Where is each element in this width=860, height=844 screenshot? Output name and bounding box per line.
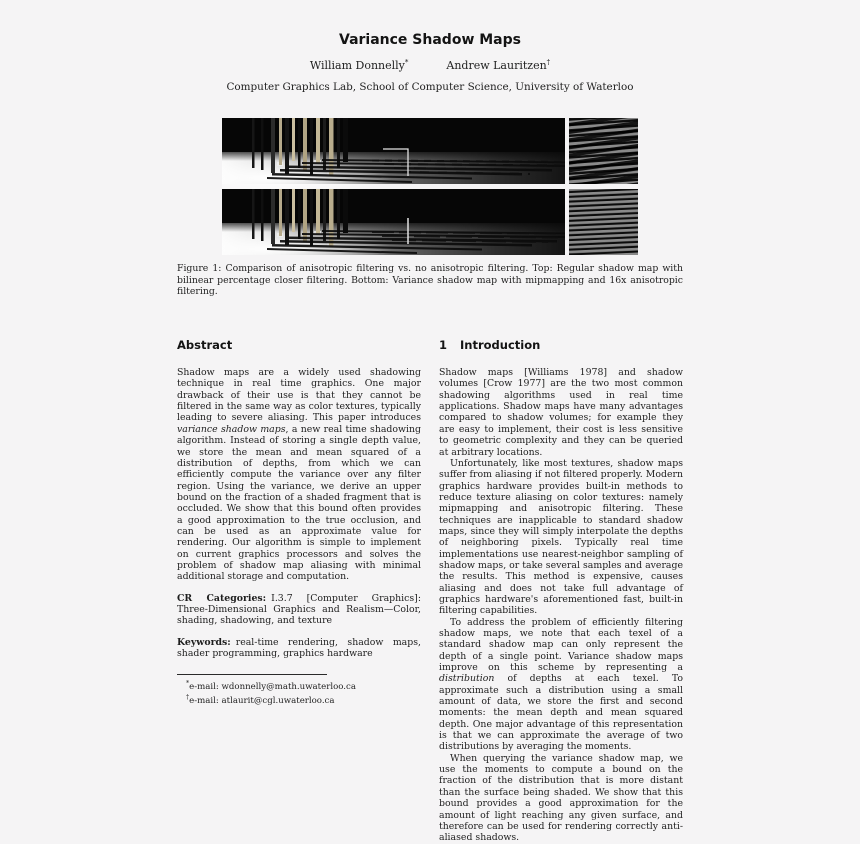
author-2: [446, 59, 550, 72]
footnote-2-mark: †: [186, 693, 190, 701]
figure-top-inset: [569, 118, 638, 184]
figure-top-panel: [222, 118, 638, 197]
footnote-2-text: e-mail: atlaurit@cgl.uwaterloo.ca: [189, 695, 335, 706]
introduction-title: Introduction: [460, 338, 541, 353]
footnotes: [177, 674, 421, 707]
figure-bottom-inset: [569, 189, 638, 255]
footnote-2: [177, 694, 421, 707]
shadow-comparison-image: [222, 118, 638, 255]
cr-categories-label: CR Categories:: [177, 592, 267, 604]
body-columns: [177, 338, 683, 843]
author-2-footnote-mark: †: [546, 58, 551, 67]
paper-title: Variance Shadow Maps: [339, 32, 521, 48]
author-1: [310, 59, 409, 72]
cr-categories: [177, 593, 421, 627]
footnote-1-text: e-mail: wdonnelly@math.uwaterloo.ca: [189, 682, 356, 693]
introduction-heading: [439, 338, 683, 352]
keywords: [177, 637, 421, 660]
keywords-text: real-time rendering, shadow maps, shader programming, graphics hardware: [177, 636, 421, 660]
author-2-name: Andrew Lauritzen: [446, 59, 547, 72]
intro-paragraph-4: When querying the variance shadow map, we use the moments to compute a bound on the fraction of the distribution that is more distant than the surface being shaded. We show that this bound provides a good approximation for the amount of light reaching any given surface, and therefore can be used for rendering correctly anti-aliased shadows.: [439, 752, 683, 844]
intro-paragraph-2: Unfortunately, like most textures, shadow maps suffer from aliasing if not filtered properly. Modern graphics hardware provides built-in methods to reduce texture aliasing on color textures: namely mipmapping and anisotropic filtering. These techniques are inapplicable to standard shadow maps, since they will simply interpolate the depths of neighboring pixels. Typically real time implementations use nearest-neighbor sampling of shadow maps, or take several samples and average the results. This method is expensive, causes aliasing and does not take full advantage of graphics hardware's aforementioned fast, built-in filtering capabilities.: [439, 457, 683, 617]
author-1-name: William Donnelly: [309, 59, 405, 72]
figure-bottom-panel: [222, 189, 638, 255]
introduction-section: [439, 338, 683, 843]
intro-paragraph-3: To address the problem of efficiently filtering shadow maps, we note that each texel of a standard shadow map can only represent the depth of a single point. Variance shadow maps improve on this scheme by representing a distribution of depths at each texel. To approximate such a distribution using a small amount of data, we store the first and second moments: the mean depth and mean squared depth. One major advantage of this representation is that we can approximate the average of two distributions by averaging the moments.: [439, 616, 683, 753]
author-1-footnote-mark: *: [404, 58, 409, 67]
figure-caption: Figure 1: Comparison of anisotropic filtering vs. no anisotropic filtering. Top: Regular shadow map with bilinear percentage closer filtering. Bottom: Variance shadow map with mipmapping and 16x anisotropic filtering.: [177, 263, 683, 298]
footnote-1-mark: *: [186, 680, 190, 688]
keywords-label: Keywords:: [177, 636, 231, 648]
figure-1: [177, 118, 683, 298]
affiliation: Computer Graphics Lab, School of Computer Science, University of Waterloo: [226, 81, 634, 93]
introduction-number: 1: [439, 338, 448, 353]
author-line: [177, 59, 683, 72]
cr-categories-text: I.3.7 [Computer Graphics]: Three-Dimensional Graphics and Realism—Color, shading, shadowing, and texture: [177, 592, 421, 627]
abstract-paragraph: Shadow maps are a widely used shadowing technique in real time graphics. One major drawback of their use is that they cannot be filtered in the same way as color textures, typically leading to severe aliasing. This paper introduces variance shadow maps, a new real time shadowing algorithm. Instead of storing a single depth value, we store the mean and mean squared of a distribution of depths, from which we can efficiently compute the variance over any filter region. Using the variance, we derive an upper bound on the fraction of a shaded fragment that is occluded. We show that this bound often provides a good approximation to the true occlusion, and can be used as an approximate value for rendering. Our algorithm is simple to implement on current graphics processors and solves the problem of shadow map aliasing with minimal additional storage and computation.: [177, 367, 421, 583]
paper-page: [177, 0, 683, 844]
abstract-section: [177, 338, 421, 843]
intro-paragraph-1: Shadow maps [Williams 1978] and shadow volumes [Crow 1977] are the two most common shadowing algorithms used in real time applications. Shadow maps have many advantages compared to shadow volumes; for example they are easy to implement, their cost is less sensitive to geometric complexity and they can be queried at arbitrary locations.: [439, 367, 683, 458]
footnote-rule: [177, 674, 327, 675]
abstract-heading: Abstract: [177, 338, 233, 353]
footnote-1: [177, 680, 421, 693]
